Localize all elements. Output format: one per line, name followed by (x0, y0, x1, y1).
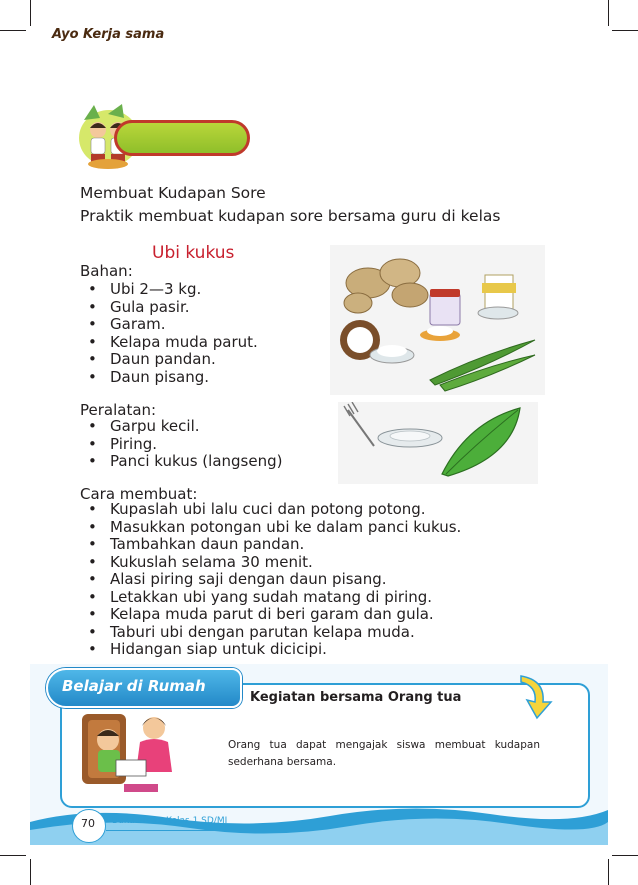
list-item: • Daun pisang. (88, 369, 258, 387)
page-subtitle: Praktik membuat kudapan sore bersama guru di kelas (80, 207, 501, 225)
footer-book-title: Buku Siswa Kelas 1 SD/MI (112, 816, 228, 826)
crop-mark (30, 859, 31, 885)
crop-mark (30, 0, 31, 26)
home-banner-label: Belajar di Rumah (62, 677, 206, 695)
crop-mark (0, 30, 26, 31)
crop-mark (608, 0, 609, 26)
badge-pill (114, 120, 250, 156)
list-item: • Kupaslah ubi lalu cuci dan potong potong. (88, 501, 461, 519)
ingredients-list (88, 281, 258, 386)
list-item: • Taburi ubi dengan parutan kelapa muda. (88, 624, 461, 642)
list-item: • Panci kukus (langseng) (88, 453, 282, 471)
footer-rule (106, 830, 256, 831)
crop-mark (612, 30, 638, 31)
list-item: • Kukuslah selama 30 menit. (88, 554, 461, 572)
parent-child-illustration-icon (78, 700, 188, 800)
badge-label: Ayo Kerja sama (52, 27, 165, 42)
tools-list (88, 418, 282, 471)
ingredients-heading: Bahan: (80, 262, 133, 280)
page-number: 70 (81, 817, 95, 830)
ayo-kerja-sama-badge (74, 100, 254, 170)
list-item: • Gula pasir. (88, 299, 258, 317)
list-item: • Piring. (88, 436, 282, 454)
list-item: • Alasi piring saji dengan daun pisang. (88, 571, 461, 589)
crop-mark (0, 855, 26, 856)
recipe-name: Ubi kukus (152, 243, 235, 263)
tools-heading: Peralatan: (80, 401, 157, 419)
crop-mark (612, 855, 638, 856)
list-item: • Garam. (88, 316, 258, 334)
tools-illustration-icon (338, 402, 538, 484)
list-item: • Ubi 2—3 kg. (88, 281, 258, 299)
curved-arrow-icon (515, 672, 557, 720)
list-item: • Tambahkan daun pandan. (88, 536, 461, 554)
home-subtitle: Kegiatan bersama Orang tua (250, 690, 462, 705)
list-item: • Garpu kecil. (88, 418, 282, 436)
list-item: • Kelapa muda parut di beri garam dan gula. (88, 606, 461, 624)
list-item: • Masukkan potongan ubi ke dalam panci kukus. (88, 519, 461, 537)
crop-mark (608, 859, 609, 885)
list-item: • Hidangan siap untuk dicicipi. (88, 641, 461, 659)
page-title: Membuat Kudapan Sore (80, 184, 266, 202)
list-item: • Kelapa muda parut. (88, 334, 258, 352)
home-text: Orang tua dapat mengajak siswa membuat kudapan sederhana bersama. (228, 739, 540, 768)
steps-heading: Cara membuat: (80, 485, 198, 503)
steps-list (88, 501, 461, 659)
list-item: • Letakkan ubi yang sudah matang di piring. (88, 589, 461, 607)
ingredients-illustration-icon (330, 245, 545, 395)
list-item: • Daun pandan. (88, 351, 258, 369)
